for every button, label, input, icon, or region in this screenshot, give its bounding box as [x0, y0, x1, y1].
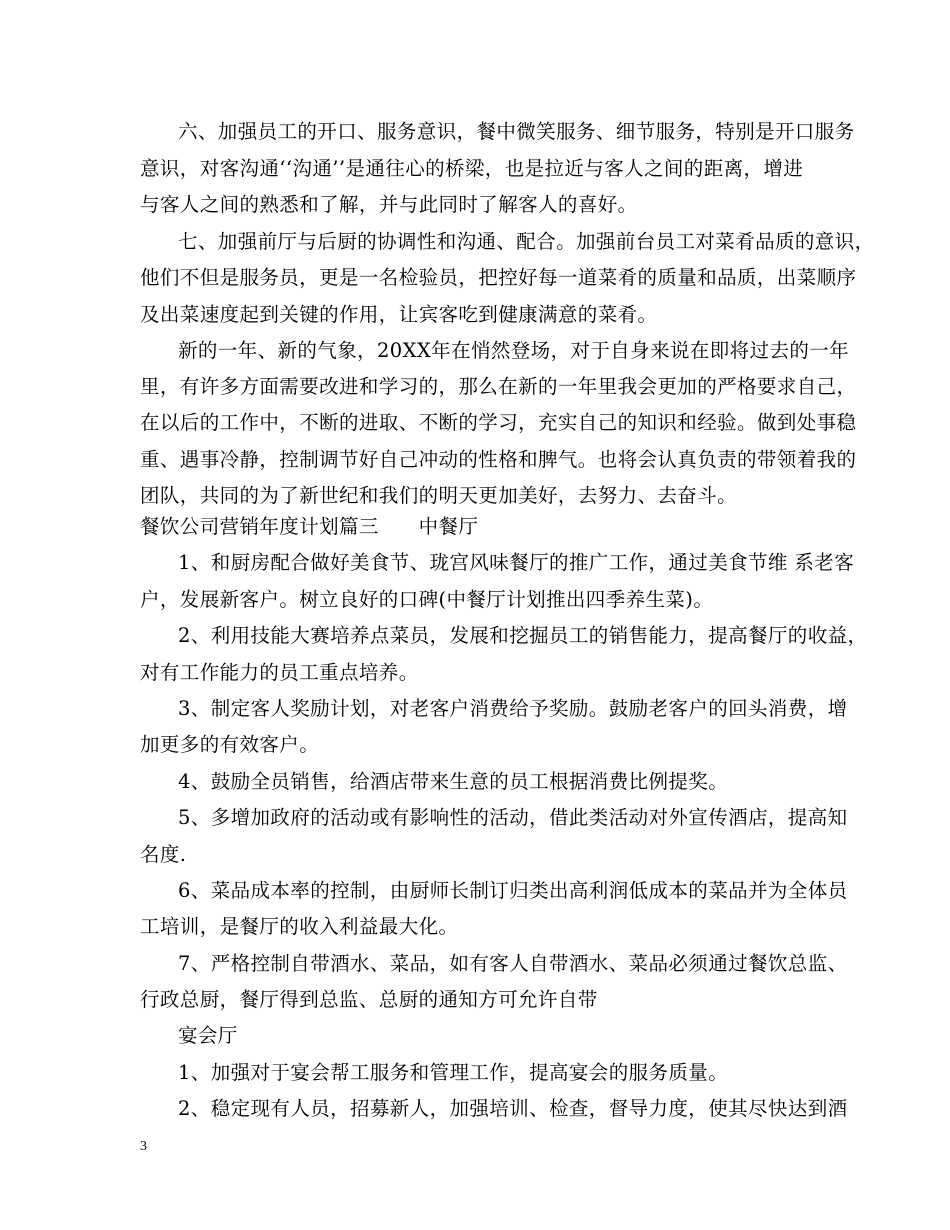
list-item-line: 2、利用技能大赛培养点菜员，发展和挖掘员工的销售能力，提高餐厅的收益，	[178, 624, 868, 647]
list-item-line: 2、稳定现有人员，招募新人，加强培训、检查，督导力度，使其尽快达到酒	[178, 1097, 848, 1120]
paragraph-line: 重、遇事冷静，控制调节好自己冲动的性格和脾气。也将会认真负责的带领着我的	[140, 448, 857, 471]
paragraph-line: 六、加强员工的开口、服务意识，餐中微笑服务、细节服务，特别是开口服务	[178, 120, 855, 143]
paragraph-line: 与客人之间的熟悉和了解，并与此同时了解客人的喜好。	[140, 193, 638, 216]
list-item-line: 7、严格控制自带酒水、菜品，如有客人自带酒水、菜品必须通过餐饮总监、	[178, 952, 848, 975]
list-item-line: 4、鼓励全员销售，给酒店带来生意的员工根据消费比例提奖。	[178, 770, 729, 793]
list-item-line: 户，发展新客户。树立良好的口碑(中餐厅计划推出四季养生菜)。	[140, 588, 714, 611]
list-item-line: 对有工作能力的员工重点培养。	[140, 661, 419, 684]
paragraph-line: 七、加强前厅与后厨的协调性和沟通、配合。加强前台员工对菜肴品质的意识，	[178, 230, 875, 253]
paragraph-line: 团队，共同的为了新世纪和我们的明天更加美好，去努力、去奋斗。	[140, 484, 738, 507]
paragraph-line: 里，有许多方面需要改进和学习的，那么在新的一年里我会更加的严格要求自己，	[140, 375, 857, 398]
list-item-line: 5、多增加政府的活动或有影响性的活动，借此类活动对外宣传酒店，提高知	[178, 806, 848, 829]
page-number: 3	[140, 1139, 147, 1154]
subsection-heading: 宴会厅	[178, 1024, 238, 1047]
list-item-line: 加更多的有效客户。	[140, 733, 320, 756]
list-item-line: 1、加强对于宴会帮工服务和管理工作，提高宴会的服务质量。	[178, 1061, 729, 1084]
paragraph-line: 及出菜速度起到关键的作用，让宾客吃到健康满意的菜肴。	[140, 303, 658, 326]
list-item-line: 3、制定客人奖励计划，对老客户消费给予奖励。鼓励老客户的回头消费，增	[178, 697, 848, 720]
list-item-line: 工培训，是餐厅的收入利益最大化。	[140, 915, 459, 938]
paragraph-line: 他们不但是服务员，更是一名检验员，把控好每一道菜肴的质量和品质，出菜顺序	[140, 266, 857, 289]
paragraph-line: 意识，对客沟通‘‘沟通’’是通往心的桥梁，也是拉近与客人之间的距离，增进	[140, 157, 804, 180]
list-item-line: 行政总厨，餐厅得到总监、总厨的通知方可允许自带	[140, 988, 598, 1011]
list-item-line: 1、和厨房配合做好美食节、珑宫风味餐厅的推广工作，通过美食节维 系老客	[178, 551, 855, 574]
paragraph-line: 新的一年、新的气象，20XX年在悄然登场，对于自身来说在即将过去的一年	[178, 339, 850, 362]
list-item-line: 名度.	[140, 843, 187, 866]
paragraph-line: 在以后的工作中，不断的进取、不断的学习，充实自己的知识和经验。做到处事稳	[140, 411, 857, 434]
list-item-line: 6、菜品成本率的控制，由厨师长制订归类出高利润低成本的菜品并为全体员	[178, 879, 848, 902]
section-heading: 餐饮公司营销年度计划篇三 中餐厅	[140, 515, 479, 538]
